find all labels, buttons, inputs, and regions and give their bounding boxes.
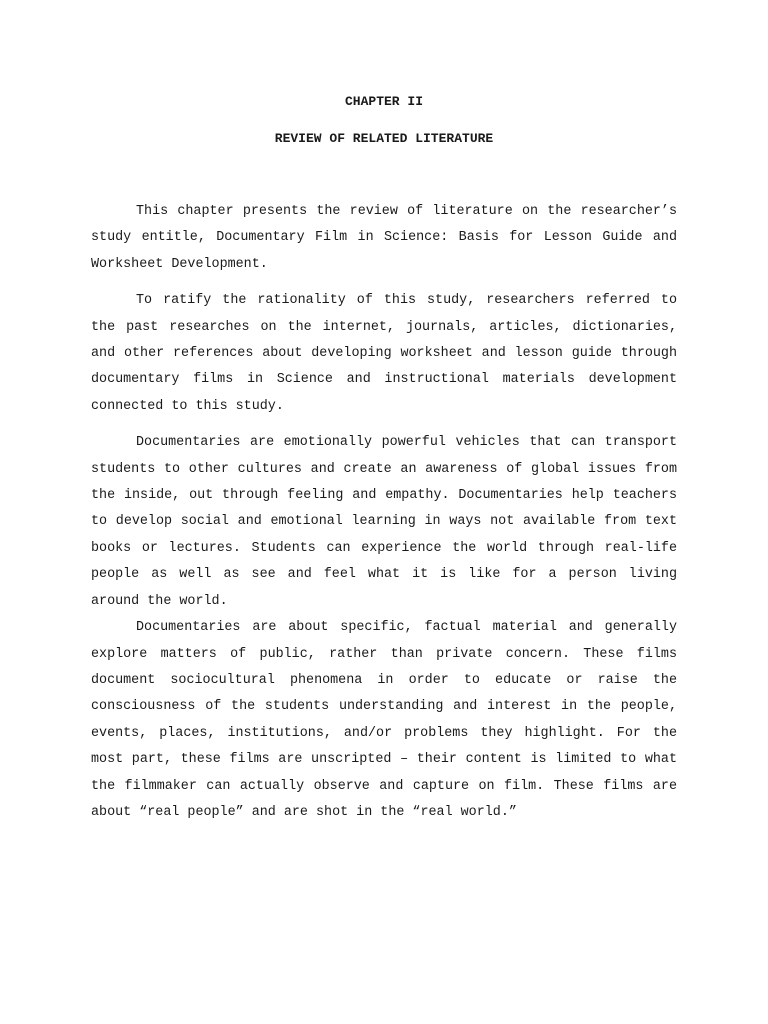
body-text	[91, 199, 677, 826]
paragraph: Documentaries are about specific, factual material and generally explore matters of public, rather than private concern. These films document sociocultural phenomena in order to educate or raise the consciousness of the students understanding and interest in the people, events, places, institutions, and/or problems they highlight. For the most part, these films are unscripted – their content is limited to what the filmmaker can actually observe and capture on film. These films are about “real people” and are shot in the “real world.”	[91, 620, 677, 820]
paragraph: This chapter presents the review of literature on the researcher’s study entitle, Documentary Film in Science: Basis for Lesson Guide and Worksheet Development.	[91, 204, 677, 272]
paragraph: To ratify the rationality of this study, researchers referred to the past researches on the internet, journals, articles, dictionaries, and other references about developing worksheet and lesson guide through documentary films in Science and instructional materials development connected to this study.	[91, 293, 677, 414]
chapter-title: REVIEW OF RELATED LITERATURE	[274, 131, 494, 146]
paragraph: Documentaries are emotionally powerful vehicles that can transport students to other cultures and create an awareness of global issues from the inside, out through feeling and empathy. Documentaries help teachers to develop social and emotional learning in ways not available from text books or lectures. Students can experience the world through real-life people as well as see and feel what it is like for a person living around the world.	[91, 435, 677, 609]
chapter-heading: CHAPTER II	[344, 94, 423, 109]
